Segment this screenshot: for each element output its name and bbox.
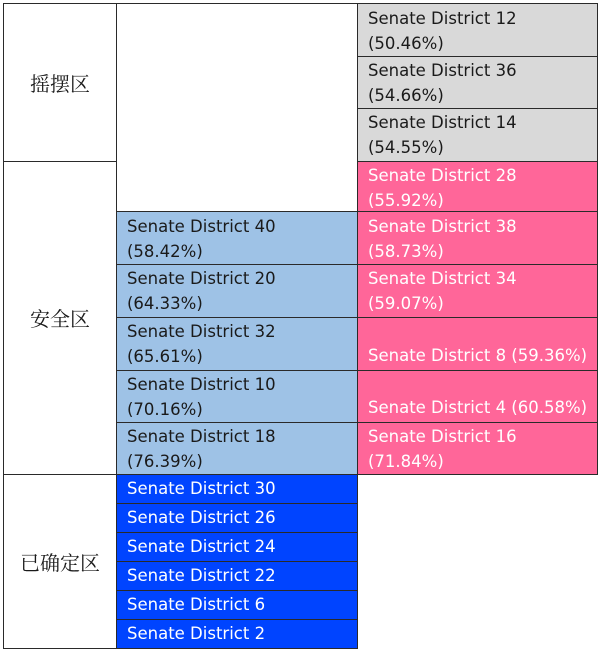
cell-line2: (76.39%) [127, 452, 203, 471]
grid-line [357, 108, 598, 109]
safe-red-cell [358, 422, 597, 474]
cell-line1: Senate District 20 [127, 269, 276, 288]
grid-line [116, 211, 598, 212]
grid-line [116, 317, 598, 318]
cell-line2: (58.42%) [127, 242, 203, 261]
grid-line [357, 3, 358, 649]
cell-line1: Senate District 34 [368, 269, 517, 288]
cell-line1: Senate District 18 [127, 427, 276, 446]
grid-line [116, 3, 117, 649]
grid-line [3, 648, 358, 649]
grid-line [116, 264, 598, 265]
safe-red-cell [358, 212, 597, 264]
cell-line2: (59.07%) [368, 294, 444, 313]
swing-cell [358, 108, 597, 161]
grid-line [357, 56, 598, 57]
grid-line [3, 161, 117, 162]
cell-line1: Senate District 36 [368, 61, 517, 80]
grid-line [116, 370, 598, 371]
grid-line [3, 474, 598, 475]
decided-blue-cell: Senate District 22 [117, 561, 358, 590]
cell-line1: Senate District 14 [368, 113, 517, 132]
cell-line1: Senate District 38 [368, 217, 517, 236]
cell-line2: (64.33%) [127, 294, 203, 313]
cell-line1: Senate District 10 [127, 375, 276, 394]
grid-line [116, 422, 598, 423]
cell-line1: Senate District 28 [368, 166, 517, 185]
swing-cell [358, 4, 597, 56]
grid-line [3, 3, 117, 4]
cell-line2: (65.61%) [127, 347, 203, 366]
cell-line1: Senate District 16 [368, 427, 517, 446]
safe-blue-cell [117, 264, 358, 317]
cell-text: Senate District 8 (59.36%) [368, 346, 588, 365]
decided-blue-cell: Senate District 26 [117, 503, 358, 532]
grid-line [116, 561, 358, 562]
grid-line [357, 161, 598, 162]
safe-red-cell [358, 317, 597, 370]
row-label-swing: 摇摆区 [30, 72, 90, 96]
decided-blue-cell: Senate District 30 [117, 474, 358, 503]
safe-red-cell [358, 370, 597, 422]
grid-line [116, 590, 358, 591]
swing-cell [358, 56, 597, 108]
row-label-decided: 已确定区 [20, 550, 100, 575]
cell-line2: (50.46%) [368, 34, 444, 53]
cell-line2: (58.73%) [368, 242, 444, 261]
cell-line2: (54.66%) [368, 86, 444, 105]
row-label-safe: 安全区 [30, 307, 90, 331]
cell-line2: (55.92%) [368, 191, 444, 210]
grid-line [116, 3, 598, 4]
grid-line [116, 532, 358, 533]
cell-line2: (71.84%) [368, 452, 444, 471]
cell-text: Senate District 4 (60.58%) [368, 398, 588, 417]
decided-blue-cell: Senate District 24 [117, 532, 358, 561]
grid-line [3, 3, 4, 649]
cell-line2: (54.55%) [368, 138, 444, 157]
cell-line1: Senate District 12 [368, 9, 517, 28]
safe-blue-cell [117, 370, 358, 422]
safe-blue-cell [117, 317, 358, 370]
grid-line [116, 619, 358, 620]
cell-line2: (70.16%) [127, 400, 203, 419]
safe-blue-cell [117, 422, 358, 474]
decided-blue-cell: Senate District 2 [117, 619, 358, 648]
cell-line1: Senate District 40 [127, 217, 276, 236]
grid-line [597, 3, 598, 475]
cell-line1: Senate District 32 [127, 322, 276, 341]
safe-blue-cell [117, 212, 358, 264]
decided-blue-cell: Senate District 6 [117, 590, 358, 619]
safe-red-cell [358, 264, 597, 317]
grid-line [116, 503, 358, 504]
safe-red-cell [358, 161, 597, 212]
